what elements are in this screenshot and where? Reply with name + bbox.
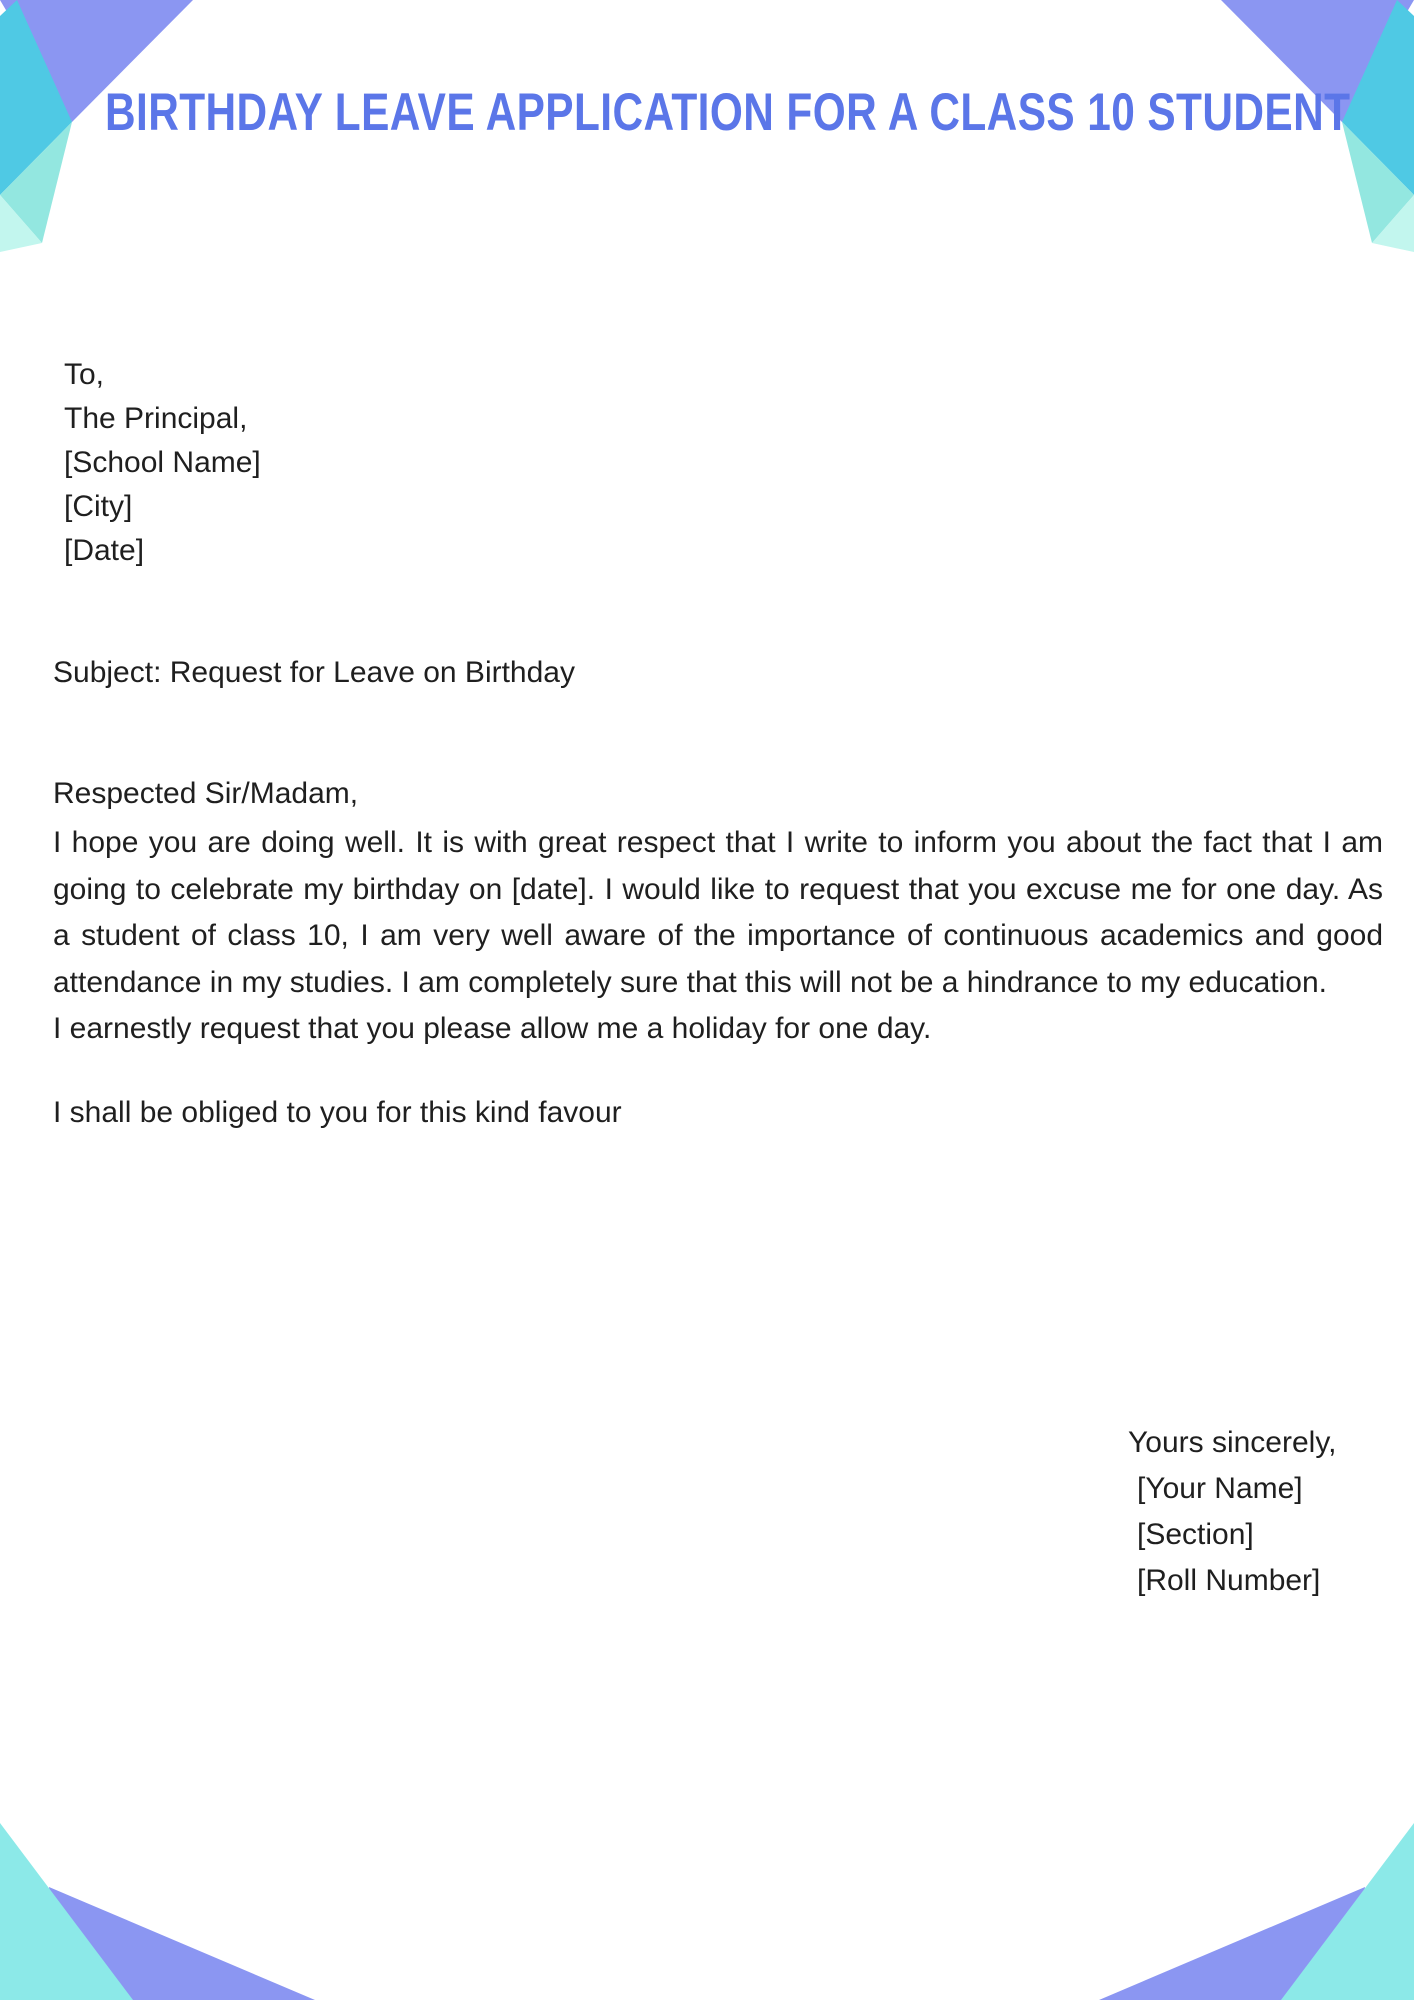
body-paragraph [53, 820, 1383, 1053]
closing-line-your-name: [Your Name] [1137, 1472, 1303, 1505]
recipient-line-date: [Date] [64, 534, 145, 567]
closing-line-roll-number: [Roll Number] [1137, 1564, 1321, 1597]
body-request-line: I earnestly request that you please allow me a holiday for one day. [53, 1012, 932, 1045]
subject-line: Subject: Request for Leave on Birthday [53, 656, 575, 689]
closing-line-yours-sincerely: Yours sincerely, [1128, 1426, 1337, 1459]
recipient-block [64, 353, 261, 573]
recipient-line-school-name: [School Name] [64, 446, 261, 479]
recipient-line-principal: The Principal, [64, 402, 248, 435]
signature-block [1128, 1420, 1336, 1604]
closing-line-section: [Section] [1137, 1518, 1254, 1551]
recipient-line-city: [City] [64, 490, 133, 523]
recipient-line-to: To, [64, 358, 105, 391]
body-main-text: I hope you are doing well. It is with great respect that I write to inform you about the fact that I am going to celebrate my birthday on [date]. I would like to request that you excuse me for one day. As a student of class 10, I am very well aware of the importance of continuous academics and good attendance in my studies. I am completely sure that this will not be a hindrance to my education. [53, 826, 1383, 999]
salutation: Respected Sir/Madam, [53, 777, 359, 810]
page-title: BIRTHDAY LEAVE APPLICATION FOR A CLASS 10 STUDENT [105, 83, 1351, 142]
gratitude-line: I shall be obliged to you for this kind favour [53, 1096, 622, 1129]
